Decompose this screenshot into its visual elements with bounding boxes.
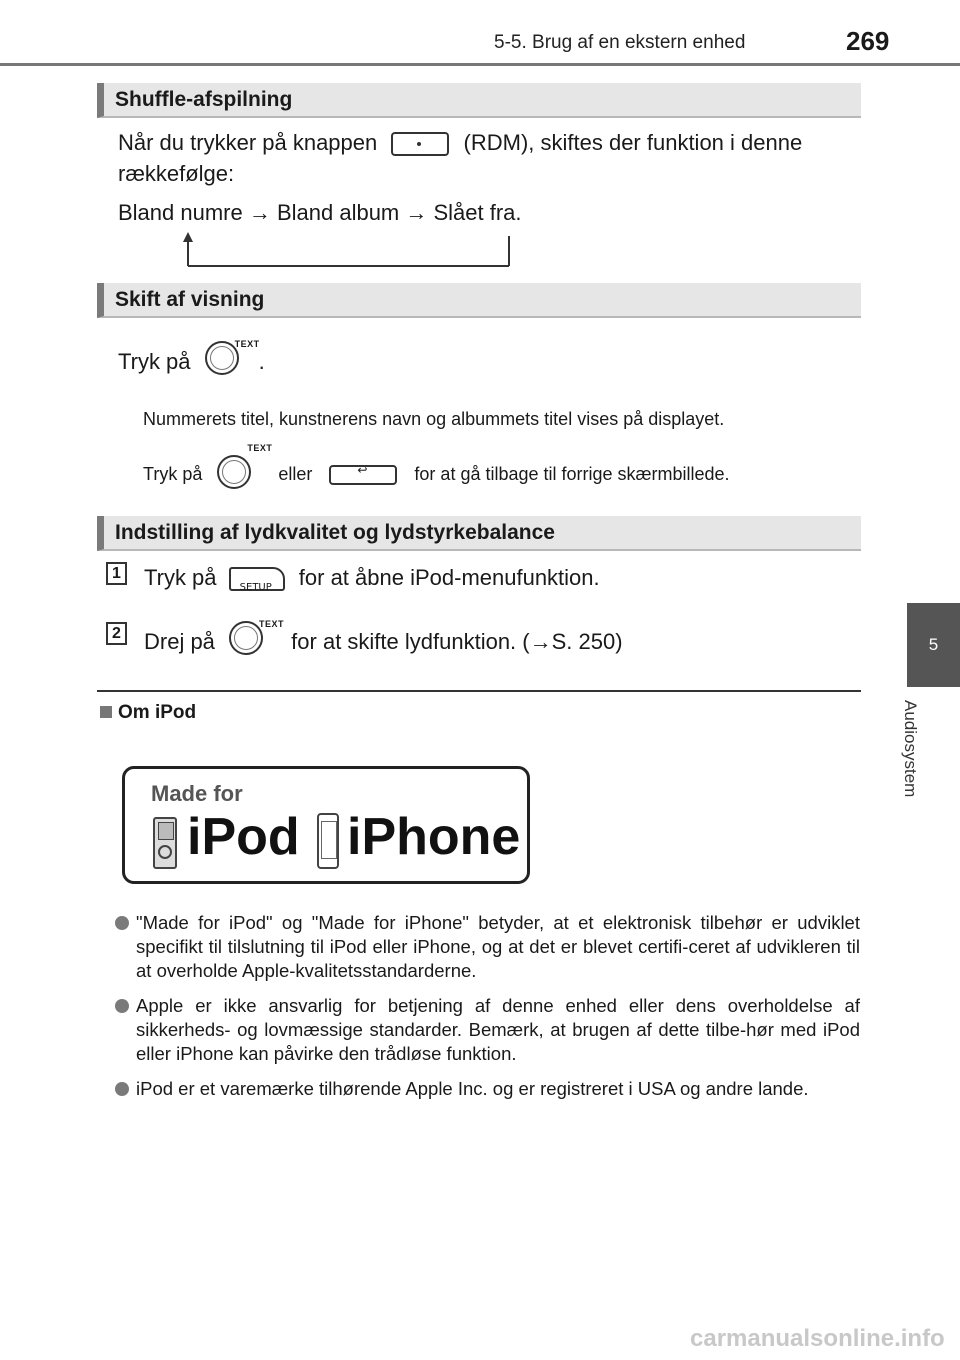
text-knob-icon: TEXT	[229, 619, 269, 659]
about-heading: Om iPod	[118, 702, 197, 723]
header-rule	[0, 63, 960, 66]
display-note-1: Nummerets titel, kunstnerens navn og albummets titel vises på displayet.	[143, 409, 725, 429]
round-bullet-icon	[115, 916, 129, 930]
text-knob-icon: TEXT	[217, 453, 257, 493]
chapter-tab: 5	[907, 603, 960, 687]
step-1-text: Tryk på SETUP for at åbne iPod-menufunktion.	[144, 565, 600, 594]
chapter-label: Audiosystem	[901, 700, 920, 798]
back-button-icon: ↩	[329, 465, 397, 485]
list-item: "Made for iPod" og "Made for iPhone" betyder, at et elektronisk tilbehør er udviklet specifikt til tilslutning til iPod eller iPhone, og at det er blevet certifi-ceret af udvikleren til at overholde Apple-kvalitetsstandarderne.	[115, 911, 860, 983]
section-heading-display: Skift af visning	[97, 283, 861, 318]
list-item: Apple er ikke ansvarlig for betjening af denne enhed eller dens overholdelse af sikkerheds- og lovmæssige standarder. Bemærk, at brugen af dette tilbe-hør med iPod eller iPhone kan påvirke den trådløse funktion.	[115, 994, 860, 1066]
step-2-text: Drej på TEXT for at skifte lydfunktion. (→S. 250)	[144, 623, 623, 663]
list-item: iPod er et varemærke tilhørende Apple Inc. og er registreret i USA og andre lande.	[115, 1077, 860, 1101]
ipod-device-icon	[153, 817, 177, 869]
display-instruction: Tryk på TEXT .	[118, 343, 265, 383]
square-bullet-icon	[100, 706, 112, 718]
loop-arrow-icon	[180, 232, 515, 272]
round-bullet-icon	[115, 999, 129, 1013]
watermark: carmanualsonline.info	[690, 1325, 945, 1352]
shuffle-sequence: Bland numre → Bland album → Slået fra.	[118, 200, 522, 225]
section-heading-shuffle: Shuffle-afspilning	[97, 83, 861, 118]
round-bullet-icon	[115, 1082, 129, 1096]
made-for-ipod-iphone-badge	[122, 766, 530, 884]
section-heading-sound: Indstilling af lydkvalitet og lydstyrkebalance	[97, 516, 861, 551]
shuffle-description: Når du trykker på knappen (RDM), skiftes der funktion i denne rækkefølge:	[118, 130, 803, 186]
display-note-2: Tryk på TEXT eller ↩ for at gå tilbage til forrige skærmbillede.	[143, 455, 730, 495]
step-number-2: 2	[106, 622, 127, 645]
running-header-section: 5-5. Brug af en ekstern enhed	[494, 32, 746, 53]
step-number-1: 1	[106, 562, 127, 585]
page-number: 269	[846, 26, 890, 56]
setup-button-icon: SETUP	[229, 567, 285, 591]
text-knob-icon: TEXT	[205, 339, 245, 379]
iphone-device-icon	[317, 813, 339, 869]
section-divider	[97, 690, 861, 692]
badge-ipod-text: iPod	[187, 808, 300, 866]
rdm-button-icon	[391, 132, 449, 156]
badge-iphone-text: iPhone	[347, 808, 521, 866]
badge-made-for: Made for	[151, 781, 243, 806]
